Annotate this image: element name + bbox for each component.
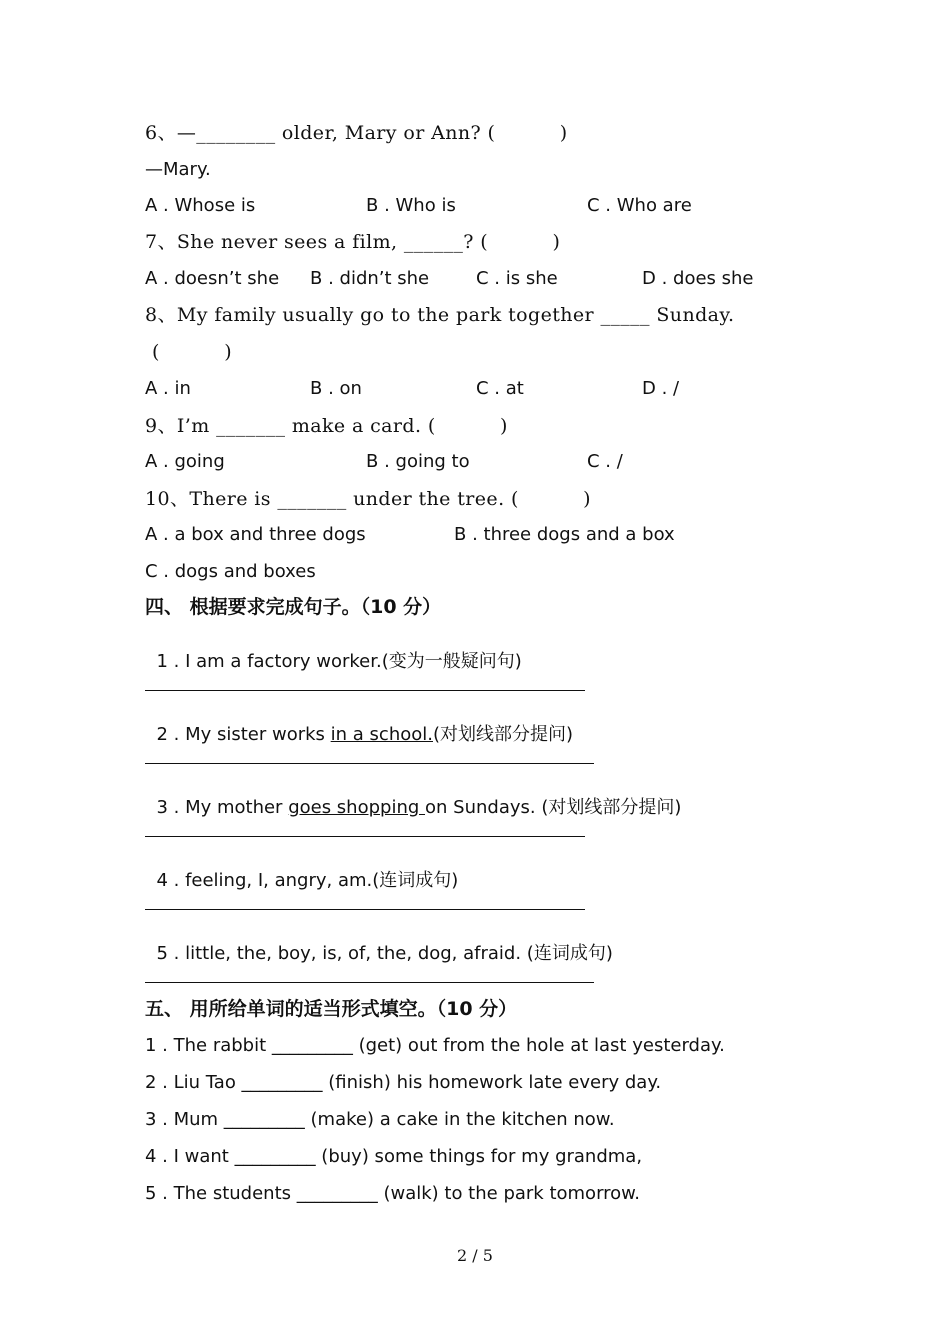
question-6-answer-line: —Mary. [145, 159, 211, 180]
question-6-option-b: B . Who is [366, 195, 456, 216]
question-10-option-b: B . three dogs and a box [454, 524, 675, 545]
section-4-item-3 [145, 781, 681, 817]
section-4-item-5 [145, 927, 613, 963]
question-7-option-b: B . didn’t she [310, 268, 430, 289]
section-5-item-5: 5 . The students _________ (walk) to the park tomorrow. [145, 1183, 640, 1204]
section-4-item-3-text: 3 . My mother [156, 797, 289, 818]
question-8-stem: 8、My family usually go to the park together _____ Sunday. [145, 304, 735, 326]
question-8-option-c: C . at [476, 378, 524, 399]
section-4-item-4 [145, 854, 458, 890]
section-5-item-2: 2 . Liu Tao _________ (finish) his homework late every day. [145, 1072, 662, 1093]
answer-line-2[interactable] [145, 763, 594, 764]
question-6-option-a: A . Whose is [145, 195, 256, 216]
question-7-option-a: A . doesn’t she [145, 268, 280, 289]
question-9-stem: 9、I’m _______ make a card. ( ) [145, 415, 508, 437]
section-5-item-4: 4 . I want _________ (buy) some things for my grandma, [145, 1146, 643, 1167]
section-4-item-2-instruction: (对划线部分提问) [432, 724, 574, 745]
section-4-item-2-underlined: in a school. [330, 724, 433, 745]
page-number: 2 / 5 [457, 1246, 493, 1265]
question-7-option-d: D . does she [642, 268, 754, 289]
question-8-option-d: D . / [642, 378, 680, 399]
answer-line-3[interactable] [145, 836, 585, 837]
question-7-option-c: C . is she [476, 268, 558, 289]
section-5-item-1: 1 . The rabbit _________ (get) out from the hole at last yesterday. [145, 1035, 725, 1056]
section-4-item-3-instruction: on Sundays. (对划线部分提问) [425, 797, 682, 818]
question-8-option-a: A . in [145, 378, 191, 399]
question-6-option-c: C . Who are [587, 195, 692, 216]
question-9-option-a: A . going [145, 451, 225, 472]
question-9-option-b: B . going to [366, 451, 470, 472]
section-5-item-3: 3 . Mum _________ (make) a cake in the kitchen now. [145, 1109, 615, 1130]
question-10-option-a: A . a box and three dogs [145, 524, 366, 545]
section-4-item-3-underlined: goes shopping [288, 797, 426, 818]
section-5-heading: 五、 用所给单词的适当形式填空。（10 分） [145, 998, 518, 1020]
section-4-item-5-text: 5 . little, the, boy, is, of, the, dog, afraid. (连词成句) [156, 943, 613, 964]
question-8-answer-paren: ( ) [152, 341, 233, 363]
answer-line-4[interactable] [145, 909, 585, 910]
question-8-option-b: B . on [310, 378, 362, 399]
section-4-heading: 四、 根据要求完成句子。（10 分） [145, 596, 442, 618]
section-4-item-1-text: 1 . I am a factory worker.(变为一般疑问句) [156, 651, 522, 672]
section-4-item-4-text: 4 . feeling, I, angry, am.(连词成句) [156, 870, 459, 891]
section-4-item-2 [145, 708, 573, 744]
answer-line-5[interactable] [145, 982, 594, 983]
question-7-stem: 7、She never sees a film, ______? ( ) [145, 231, 561, 253]
answer-line-1[interactable] [145, 690, 585, 691]
section-4-item-2-text: 2 . My sister works [156, 724, 331, 745]
question-6-stem: 6、—________ older, Mary or Ann? ( ) [145, 122, 568, 144]
section-4-item-1 [145, 635, 522, 671]
question-9-option-c: C . / [587, 451, 623, 472]
question-10-stem: 10、There is _______ under the tree. ( ) [145, 488, 591, 510]
question-10-option-c: C . dogs and boxes [145, 561, 316, 582]
